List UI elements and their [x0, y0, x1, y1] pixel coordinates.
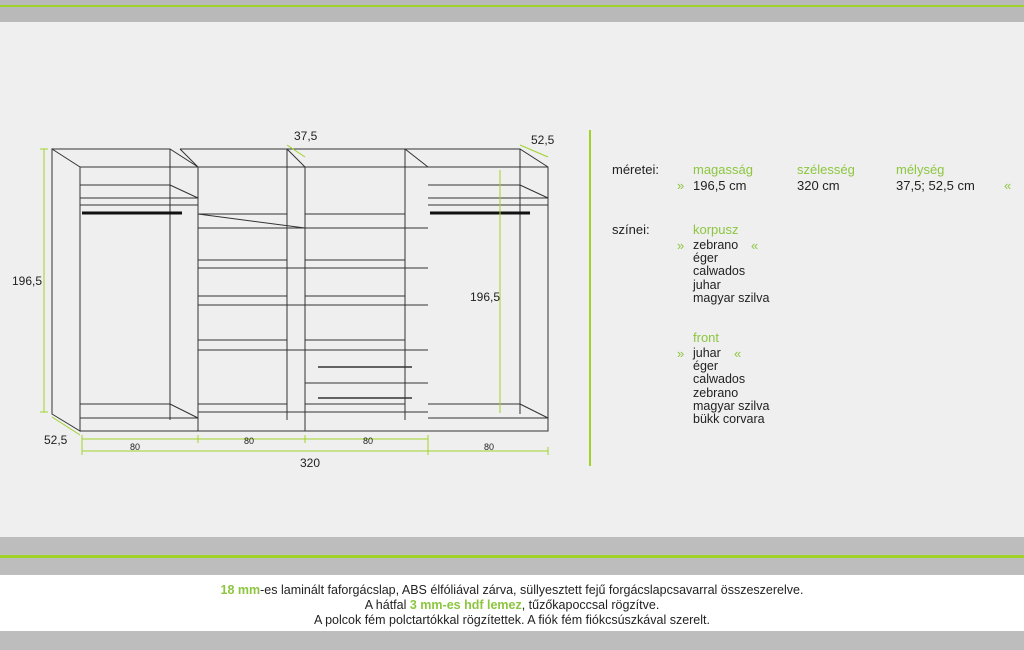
- quote-open-icon: »: [677, 346, 685, 361]
- quote-open-icon: »: [677, 238, 685, 253]
- dim-width-1: 80: [130, 442, 141, 452]
- depth-label: mélység: [896, 162, 945, 177]
- quote-open-icon: »: [677, 178, 685, 193]
- dim-total-width: 320: [300, 456, 321, 470]
- dim-width-2: 80: [244, 436, 255, 446]
- dim-height-inner: 196,5: [470, 290, 501, 304]
- footer-line-2: A hátfal 3 mm-es hdf lemez, tűzőkapoccsal rögzítve.: [364, 598, 660, 612]
- korpusz-list: [693, 239, 769, 305]
- list-item: bükk corvara: [693, 412, 765, 427]
- dim-width-3: 80: [363, 436, 374, 446]
- top-accent-stripe: [0, 5, 1024, 7]
- list-item: éger: [693, 359, 719, 374]
- width-label: szélesség: [797, 162, 855, 177]
- quote-close-icon: «: [1004, 178, 1012, 193]
- height-label: magasság: [693, 162, 753, 177]
- footer-line-1: 18 mm-es laminált faforgácslap, ABS élfóliával zárva, süllyesztett fejű forgácslapcsavarral összeszerelve.: [220, 583, 804, 597]
- mid-accent-stripe: [0, 555, 1024, 558]
- width-value: 320 cm: [797, 178, 840, 193]
- green-divider: [589, 130, 591, 466]
- footer-description: [0, 575, 1024, 631]
- quote-close-icon: «: [734, 346, 742, 361]
- list-item: magyar szilva: [693, 290, 770, 305]
- mid-band: [0, 537, 1024, 575]
- dim-depth-middle: 37,5: [294, 129, 318, 143]
- dim-width-4: 80: [484, 442, 495, 452]
- left-section: [52, 149, 198, 431]
- colors-label: színei:: [612, 222, 650, 237]
- list-item: juhar: [693, 346, 721, 360]
- list-item: calwados: [693, 372, 746, 387]
- footer-line-3: A polcok fém polctartókkal rögzítettek. A fiók fém fiókcsúszkával szerelt.: [313, 613, 710, 627]
- quote-close-icon: «: [751, 238, 759, 253]
- dim-height-left: 196,5: [12, 274, 43, 288]
- list-item: zebrano: [693, 385, 739, 400]
- dimensions-label: méretei:: [612, 162, 659, 177]
- korpusz-label: korpusz: [693, 222, 739, 237]
- front-label: front: [693, 330, 720, 345]
- bottom-band: [0, 631, 1024, 650]
- depth-value: 37,5; 52,5 cm: [896, 178, 975, 193]
- list-item: zebrano: [693, 238, 739, 252]
- list-item: magyar szilva: [693, 398, 770, 413]
- list-item: juhar: [693, 277, 721, 292]
- list-item: calwados: [693, 264, 746, 279]
- dim-depth-bottom: 52,5: [44, 433, 68, 447]
- dim-depth-side: 52,5: [531, 133, 555, 147]
- height-value: 196,5 cm: [693, 178, 747, 193]
- wardrobe-drawing: [0, 120, 580, 480]
- front-list: [693, 347, 769, 426]
- list-item: éger: [693, 251, 719, 266]
- middle-sections: [180, 149, 428, 431]
- top-band: [0, 0, 1024, 22]
